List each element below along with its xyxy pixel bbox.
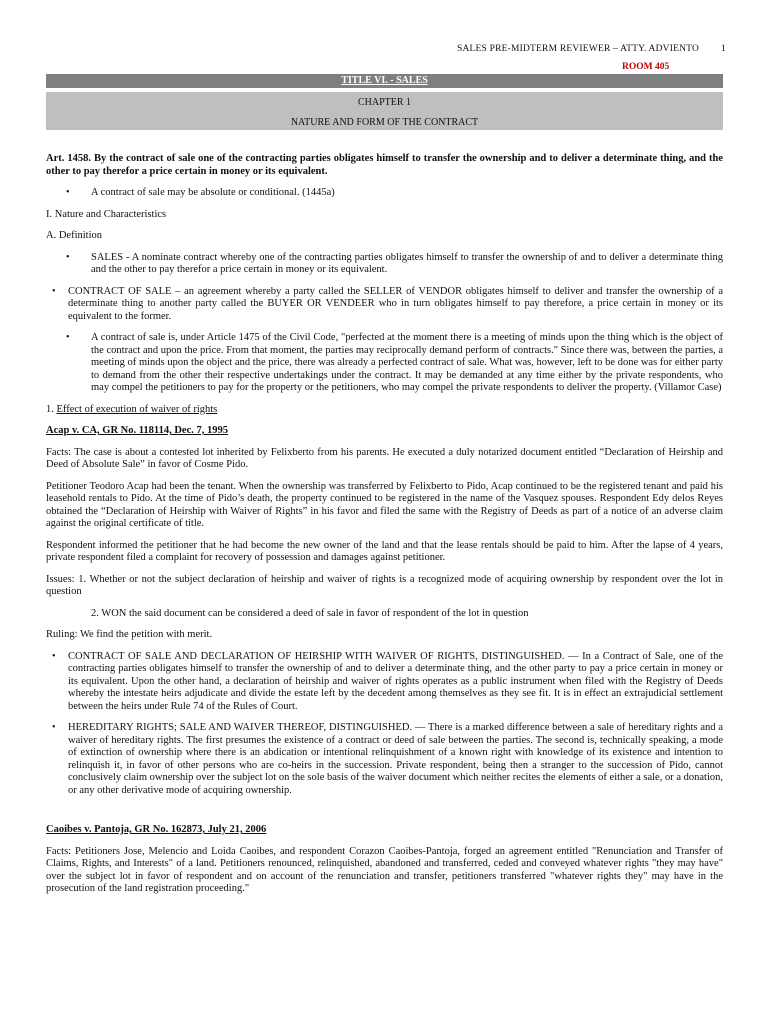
acap-paragraph-3: Respondent informed the petitioner that he had become the new owner of the land and that the lease rentals should be paid to him. After the lapse of 4 years, private respondent filed a complaint for recovery of possession and damages against petitioner.: [46, 539, 723, 563]
topic-number: 1.: [46, 403, 57, 415]
acap-issue-1: Issues: 1. Whether or not the subject declaration of heirship and waiver of rights is a recognized mode of acquiring ownership by respondent over the lot in question: [46, 573, 723, 597]
bullet-villamor-case: • A contract of sale is, under Article 1475 of the Civil Code, "perfected at the moment there is a meeting of minds upon the thing which is the object of the contract and upon the price. From that moment, the parties may reciprocally demand perform of contracts." Since there was, between the parties, a meeting of minds upon the object and the price, there was already a perfected contract of sale. What was, however, left to be done was for either party to demand from the other their respective undertakings under the contract. It may be demanded at any time either by the private respondents, who may compel the petitioners to pay for the property or the petitioners, who may compel the private respondents to deliver the property. (Villamor Case): [46, 332, 723, 395]
acap-bullet-contract-vs-heirship: • CONTRACT OF SALE AND DECLARATION OF HEIRSHIP WITH WAIVER OF RIGHTS, DISTINGUISHED. — In a Contract of Sale, one of the contracting parties obligates himself to transfer the ownership of and to deliver a determinate thing, and the other party to pay a price certain in money or its equivalent. Upon the other hand, a declaration of heirship and waiver of rights operates as a public instrument when filed with the Registry of Deeds whereby the intestate heirs adjudicate and divide the estate left by the decedent among themselves as they see fit. It is in effect an extrajudicial settlement between the heirs under Rule 74 of the Rules of Court.: [46, 651, 723, 714]
bullet-absolute-conditional: • A contract of sale may be absolute or conditional. (1445a): [46, 187, 723, 200]
spacer: [46, 806, 723, 824]
case-title-caoibes: Caoibes v. Pantoja, GR No. 162873, July 21, 2006: [46, 824, 267, 835]
topic-title: Effect of execution of waiver of rights: [56, 403, 218, 415]
caoibes-facts: Facts: Petitioners Jose, Melencio and Loida Caoibes, and respondent Corazon Caoibes-Pantoja, forged an agreement entitled "Renunciation and Transfer of Claims, Rights, and Interests" of a land. Petitioners renounced, relinquished, abandoned and transferred, ceded and conveyed whatever rights "they may have" over the subject lot in favor of respondent and on account of the renunciation and transfer, petitioners transferred "whatever rights they" may have in the prosecution of the land registration proceeding.": [46, 845, 723, 894]
case-title-acap: Acap v. CA, GR No. 118114, Dec. 7, 1995: [46, 425, 228, 436]
acap-issue-2: 2. WON the said document can be considered a deed of sale in favor of respondent of the lot in question: [91, 607, 529, 619]
chapter-label: CHAPTER 1: [357, 97, 412, 108]
page-number: 1: [721, 44, 726, 54]
chapter-box: [46, 92, 723, 130]
running-title: SALES PRE-MIDTERM REVIEWER – ATTY. ADVIENTO: [456, 44, 700, 54]
room-label: ROOM 405: [622, 62, 670, 72]
acap-paragraph-2: Petitioner Teodoro Acap had been the tenant. When the ownership was transferred by Felixberto to Pido, Acap continued to be the registered tenant and paid his leasehold rentals to Pido. At the time of Pido’s death, the property continued to be registered in the name of the Vasquez spouses. Respondent Edy delos Reyes obtained the “Declaration of Heirship with Waiver of Rights” in his favor and filed the same with the Registry of Deeds as part of a notice of an adverse claim against the original certificate of title.: [46, 480, 723, 529]
section-heading-nature: I. Nature and Characteristics: [46, 208, 167, 220]
bullet-contract-of-sale: • CONTRACT OF SALE – an agreement whereby a party called the SELLER of VENDOR obligates himself to deliver and transfer the ownership of a determinate thing to another party called the BUYER OR VENDEER who in turn obligates himself to pay therefore, a price certain in money or its equivalent to the former.: [46, 286, 723, 324]
acap-bullet-hereditary-rights: • HEREDITARY RIGHTS; SALE AND WAIVER THEREOF, DISTINGUISHED. — There is a marked difference between a sale of hereditary rights and a waiver of hereditary rights. The first presumes the existence of a contract or deed of sale between the parties. The second is, technically speaking, a mode of extinction of ownership where there is an abdication or intentional relinquishment of a known right with knowledge of its existence and intention to relinquish it, in favor of other persons who are co-heirs in the succession. Private respondent, being then a stranger to the succession of Pido, cannot conclusively claim ownership over the subject lot on the sole basis of the waiver document which neither recites the elements of either a sale, or a donation, or any other derivative mode of acquiring ownership.: [46, 722, 723, 797]
article-1458: Art. 1458. By the contract of sale one of the contracting parties obligates himself to transfer the ownership and to deliver a determinate thing, and the other to pay therefor a price certain in money or its equivalent.: [46, 153, 723, 177]
topic-heading: [46, 404, 723, 417]
acap-facts: Facts: The case is about a contested lot inherited by Felixberto from his parents. He executed a duly notarized document entitled “Declaration of Heirship and Deed of Absolute Sale” in favor of Cosme Pido.: [46, 446, 723, 470]
acap-ruling: Ruling: We find the petition with merit.: [46, 629, 213, 640]
document-body: [46, 153, 723, 905]
title-bar: TITLE VI. - SALES: [46, 74, 723, 88]
chapter-name: NATURE AND FORM OF THE CONTRACT: [290, 117, 479, 128]
running-header: [457, 44, 726, 54]
bullet-sales-definition: • SALES - A nominate contract whereby one of the contracting parties obligates himself to transfer the ownership of and to deliver a determinate thing and the other to pay therefor a price certain in money or its equivalent.: [46, 252, 723, 277]
section-heading-definition: A. Definition: [46, 230, 102, 241]
